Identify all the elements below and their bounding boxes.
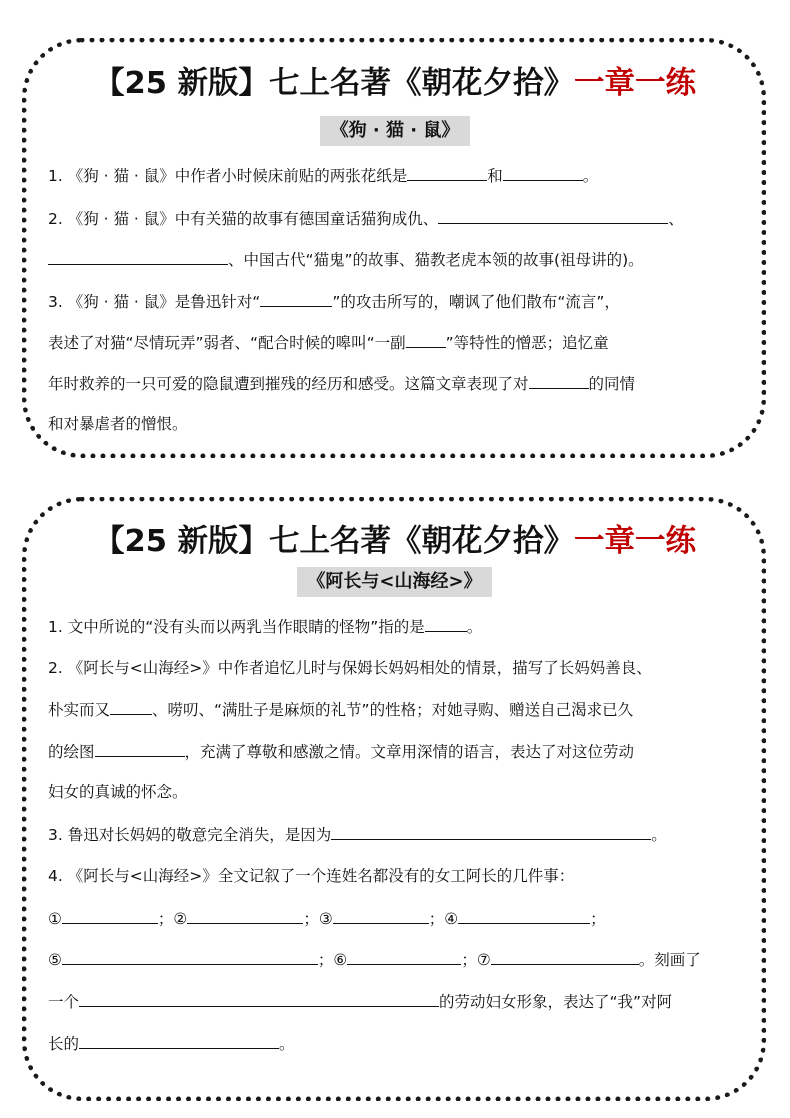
section1-subheading: 《狗 · 猫 · 鼠》 <box>320 116 470 146</box>
answer-blank[interactable] <box>529 371 589 389</box>
answer-blank[interactable] <box>187 906 303 924</box>
s1-q2-line1: 2. 《狗 · 猫 · 鼠》中有关猫的故事有德国童话猫狗成仇、 、 <box>48 206 684 230</box>
s1-q2-line2: 、中国古代“猫鬼”的故事、猫教老虎本领的故事(祖母讲的)。 <box>48 247 644 271</box>
s2-q4-line4: 一个 的劳动妇女形象，表达了“我”对阿 <box>48 989 672 1013</box>
answer-blank[interactable] <box>407 163 487 181</box>
answer-blank[interactable] <box>491 947 639 965</box>
s2-q3: 3. 鲁迅对长妈妈的敬意完全消失，是因为 。 <box>48 822 667 846</box>
s2-q2-line4: 妇女的真诚的怀念。 <box>48 783 188 801</box>
answer-blank[interactable] <box>260 289 332 307</box>
answer-blank[interactable] <box>438 206 668 224</box>
answer-blank[interactable] <box>503 163 583 181</box>
answer-blank[interactable] <box>62 906 158 924</box>
s1-q1: 1. 《狗 · 猫 · 鼠》中作者小时候床前贴的两张花纸是 和 。 <box>48 163 598 187</box>
section2-title-main: 【25 新版】七上名著《朝花夕拾》 <box>93 524 575 559</box>
s1-q3-line2: 表述了对猫“尽情玩弄”弱者、“配合时候的嗥叫“一副 ”等特性的憎恶；追忆童 <box>48 330 609 354</box>
answer-blank[interactable] <box>406 330 446 348</box>
answer-blank[interactable] <box>62 947 318 965</box>
s1-q3-line1: 3. 《狗 · 猫 · 鼠》是鲁迅针对“ ”的攻击所写的，嘲讽了他们散布“流言”， <box>48 289 620 313</box>
s2-q4-line2: ① ；② ；③ ；④ ； <box>48 906 606 930</box>
answer-blank[interactable] <box>425 614 467 632</box>
answer-blank[interactable] <box>458 906 590 924</box>
answer-blank[interactable] <box>95 739 185 757</box>
section1-title <box>0 58 790 102</box>
section1-title-main: 【25 新版】七上名著《朝花夕拾》 <box>93 66 575 101</box>
answer-blank[interactable] <box>110 697 152 715</box>
s2-q4-line3: ⑤ ；⑥ ；⑦ 。刻画了 <box>48 947 701 971</box>
section2-subheading: 《阿长与<山海经>》 <box>297 567 492 597</box>
answer-blank[interactable] <box>79 1031 279 1049</box>
section2-title-accent: 一章一练 <box>574 524 697 559</box>
answer-blank[interactable] <box>347 947 461 965</box>
s2-q4-line1: 4. 《阿长与<山海经>》全文记叙了一个连姓名都没有的女工阿长的几件事： <box>48 867 575 885</box>
s1-q3-line4: 和对暴虐者的憎恨。 <box>48 415 188 433</box>
s2-q2-line1: 2. 《阿长与<山海经>》中作者追忆儿时与保姆长妈妈相处的情景，描写了长妈妈善良、 <box>48 659 652 677</box>
s1-q3-line3: 年时救养的一只可爱的隐鼠遭到摧残的经历和感受。这篇文章表现了对 的同情 <box>48 371 635 395</box>
section1-title-accent: 一章一练 <box>574 66 697 101</box>
s2-q2-line2: 朴实而又 、唠叨、“满肚子是麻烦的礼节”的性格；对她寻购、赠送自己渴求已久 <box>48 697 633 721</box>
s2-q4-line5: 长的 。 <box>48 1031 295 1055</box>
answer-blank[interactable] <box>331 822 651 840</box>
answer-blank[interactable] <box>48 247 228 265</box>
answer-blank[interactable] <box>333 906 429 924</box>
section2-title <box>0 516 790 560</box>
answer-blank[interactable] <box>79 989 439 1007</box>
s2-q2-line3: 的绘图 ，充满了尊敬和感激之情。文章用深情的语言，表达了对这位劳动 <box>48 739 634 763</box>
s2-q1: 1. 文中所说的“没有头而以两乳当作眼睛的怪物”指的是 。 <box>48 614 482 638</box>
